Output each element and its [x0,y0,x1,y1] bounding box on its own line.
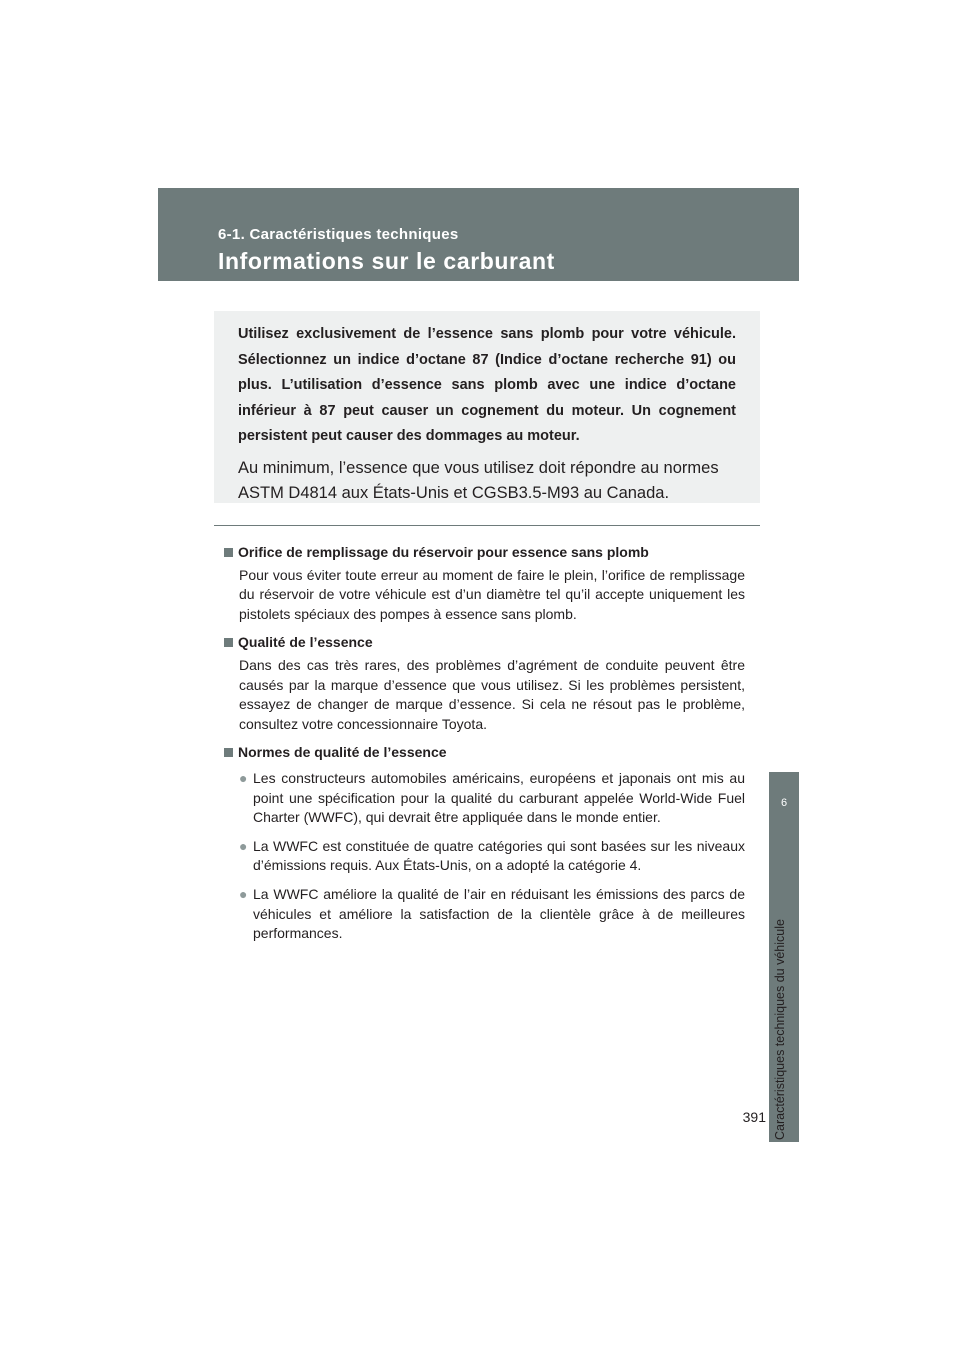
section-heading [224,743,745,763]
chapter-title-text: Caractéristiques techniques du véhicule [773,919,787,1140]
circle-bullet-icon: ● [239,837,248,854]
section-heading-text: Normes de qualité de l’essence [238,744,447,761]
notice-standard-text: Au minimum, l’essence que vous utilisez doit répondre au normes ASTM D4814 aux États-Unis et CGSB3.5-M93 au Canada. [238,458,719,502]
section-label: 6-1. Caractéristiques techniques [218,226,459,243]
square-icon [224,548,233,557]
section-filler-opening [224,543,745,624]
page-title: Informations sur le carburant [218,248,555,274]
section-fuel-standards [224,743,745,943]
circle-bullet-icon: ● [239,769,248,786]
page-number: 391 [742,1109,766,1125]
page-header [158,188,799,281]
section-heading [224,543,745,563]
section-heading-text: Orifice de remplissage du réservoir pour essence sans plomb [238,544,649,560]
chapter-number: 6 [780,797,788,809]
section-body: Pour vous éviter toute erreur au moment de faire le plein, l’orifice de remplissage du réservoir de votre véhicule est d’un diamètre tel qu’il accepte uniquement les pistolets spéciaux des pompes à essence sans plomb. [239,566,745,622]
section-body: Dans des cas très rares, des problèmes d’agrément de conduite peuvent être causés par la marque d’essence que vous utilisez. Si les problèmes persistent, essayez de changer de marque d’essence. Si cela ne résout pas le problème, consultez votre concessionnaire Toyota. [239,656,745,732]
section-fuel-quality [224,633,745,734]
square-icon [224,638,233,647]
chapter-title [773,919,793,1160]
list-item-text: La WWFC est constituée de quatre catégories qui sont basées sur les niveaux d’émissions requis. Aux États-Unis, on a adopté la catégorie 4. [253,837,745,874]
section-heading [224,633,745,653]
list-item-text: Les constructeurs automobiles américains, européens et japonais ont mis au point une spécification pour la qualité du carburant appelée World-Wide Fuel Charter (WWFC), qui devrait être appliquée dans le monde entier. [253,769,745,826]
list-item [224,769,745,828]
list-item [224,885,745,944]
section-heading-text: Qualité de l’essence [238,634,373,651]
main-content [224,543,745,953]
notice-bold-text: Utilisez exclusivement de l’essence sans plomb pour votre véhicule. Sélectionnez un indice d’octane 87 (Indice d’octane recherche 91) ou plus. L’utilisation d’essence sans plomb avec une indice d’octane inférieur à 87 peut causer un cognement du moteur. Un cognement persistent peut causer des dommages au moteur. [238,326,736,444]
list-item-text: La WWFC améliore la qualité de l’air en réduisant les émissions des parcs de véhicules et améliore la satisfaction de la clientèle grâce à de meilleures performances. [253,885,745,942]
circle-bullet-icon: ● [239,885,248,902]
fuel-notice-box [214,311,760,503]
divider [214,525,760,526]
list-item [224,837,745,876]
square-icon [224,748,233,757]
